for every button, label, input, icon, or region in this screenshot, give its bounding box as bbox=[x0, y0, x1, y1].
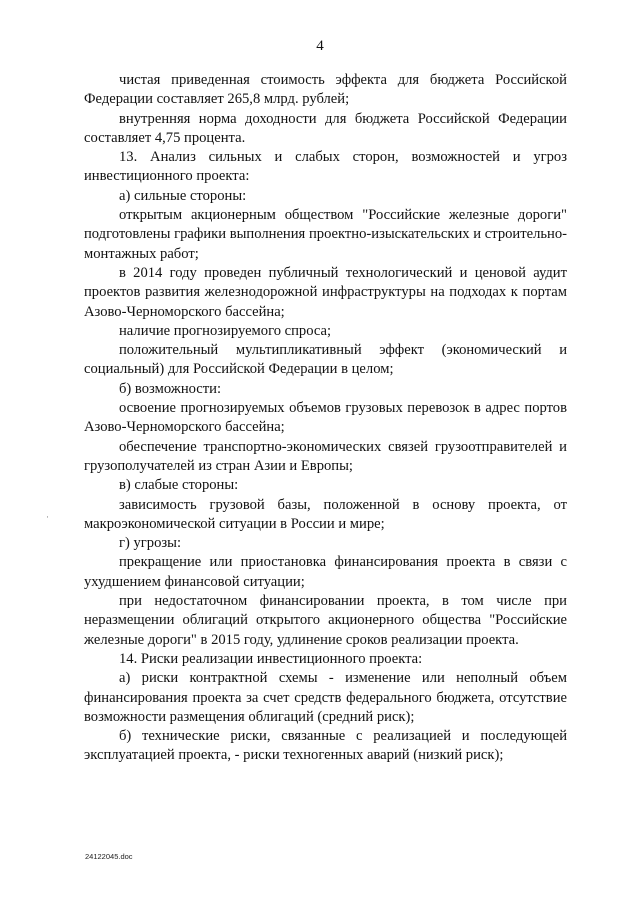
paragraph: наличие прогнозируемого спроса; bbox=[119, 322, 332, 339]
paragraph: в 2014 году проведен публичный технологический и ценовой аудит проектов развития железнодорожной инфраструктуры на подходах к портам Азово-Черноморского бассейна; bbox=[84, 264, 567, 320]
paragraph: внутренняя норма доходности для бюджета Российской Федерации составляет 4,75 процента. bbox=[84, 110, 567, 146]
paragraph: 13. Анализ сильных и слабых сторон, возможностей и угроз инвестиционного проекта: bbox=[84, 149, 567, 185]
document-body bbox=[84, 71, 567, 766]
paragraph: 14. Риски реализации инвестиционного проекта: bbox=[119, 650, 423, 667]
paragraph: открытым акционерным обществом "Российские железные дороги" подготовлены графики выполнения проектно-изыскательских и строительно-монтажных работ; bbox=[84, 207, 567, 262]
paragraph: при недостаточном финансировании проекта, в том числе при неразмещении облигаций открытого акционерного общества "Российские железные дороги" в 2015 году, удлинение сроков реализации проекта. bbox=[84, 593, 567, 648]
paragraph: зависимость грузовой базы, положенной в основу проекта, от макроэкономической ситуации в России и мире; bbox=[84, 496, 567, 532]
paragraph: положительный мультипликативный эффект (экономический и социальный) для Российской Федерации в целом; bbox=[84, 342, 567, 378]
paragraph: в) слабые стороны: bbox=[119, 477, 239, 494]
paragraph: обеспечение транспортно-экономических связей грузоотправителей и грузополучателей из стран Азии и Европы; bbox=[84, 438, 567, 474]
paragraph: прекращение или приостановка финансирования проекта в связи с ухудшением финансовой ситуации; bbox=[84, 554, 567, 590]
paragraph: б) технические риски, связанные с реализацией и последующей эксплуатацией проекта, - риски техногенных аварий (низкий риск); bbox=[84, 728, 567, 764]
page-number: 4 bbox=[316, 38, 324, 54]
footer-file-code: 24122045.doc bbox=[85, 852, 133, 861]
paragraph: б) возможности: bbox=[119, 380, 222, 397]
paragraph: г) угрозы: bbox=[119, 535, 181, 552]
margin-mark: · bbox=[46, 512, 49, 522]
paragraph: а) сильные стороны: bbox=[119, 187, 247, 204]
paragraph: освоение прогнозируемых объемов грузовых перевозок в адрес портов Азово-Черноморского бассейна; bbox=[84, 400, 567, 436]
paragraph: а) риски контрактной схемы - изменение или неполный объем финансирования проекта за счет средств федерального бюджета, отсутствие возможности размещения облигаций (средний риск); bbox=[84, 670, 567, 725]
paragraph: чистая приведенная стоимость эффекта для бюджета Российской Федерации составляет 265,8 млрд. рублей; bbox=[84, 72, 567, 108]
